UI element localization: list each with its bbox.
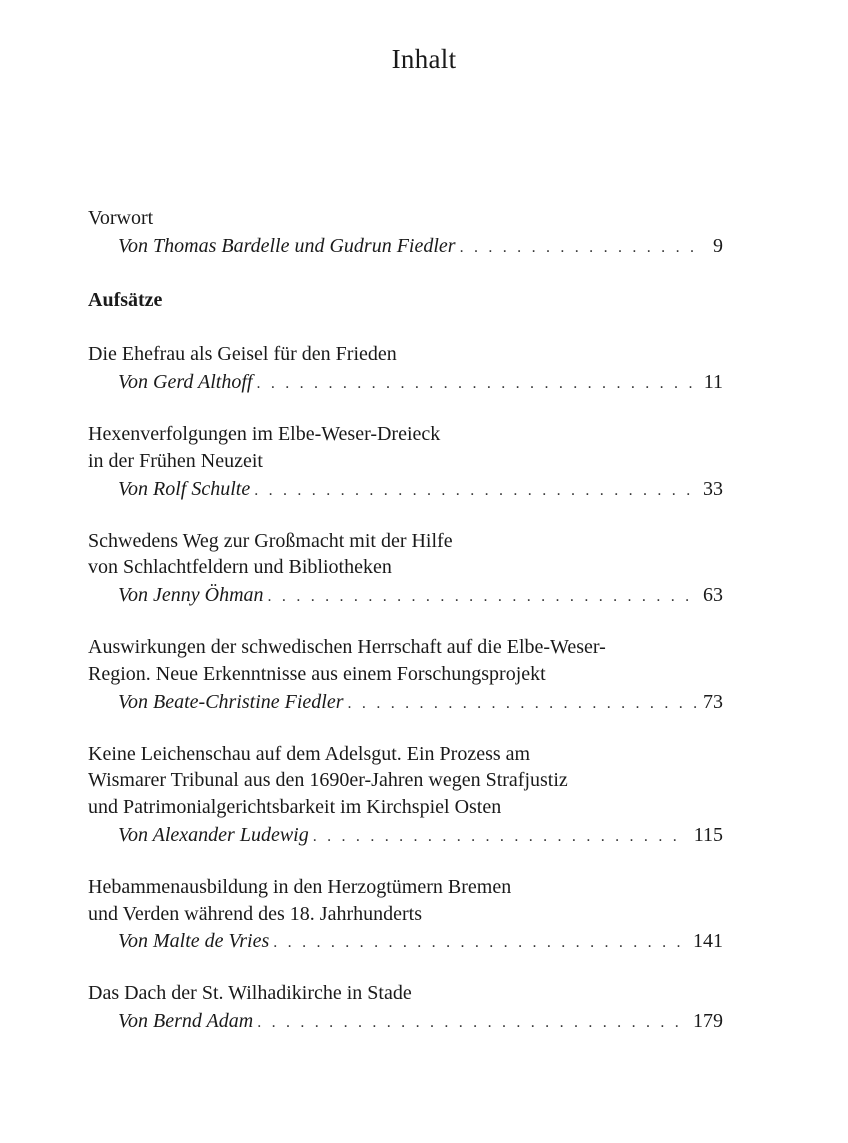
- toc-entry-author: Von Malte de Vries: [118, 930, 270, 952]
- toc-entry-page-number: 63: [703, 584, 723, 606]
- toc-entry-page-number: 9: [713, 235, 723, 257]
- toc-entry-title: Vorwort: [88, 207, 154, 229]
- toc-entry-title: Auswirkungen der schwedischen Herrschaft auf die Elbe-Weser-: [88, 636, 606, 658]
- dot-leader: [254, 478, 697, 504]
- toc-entry-page-number: 33: [703, 478, 723, 500]
- toc-entry-page-number: 179: [693, 1010, 723, 1032]
- dot-leader: [273, 930, 687, 956]
- toc-entry-author-line: [118, 689, 723, 717]
- toc-entry-page-number: 141: [693, 930, 723, 952]
- toc-entry-title: Keine Leichenschau auf dem Adelsgut. Ein Prozess am: [88, 743, 531, 765]
- toc-entry-author: Von Rolf Schulte: [118, 478, 251, 500]
- toc-entry-author: Von Alexander Ludewig: [118, 824, 309, 846]
- toc-entry-title: Hebammenausbildung in den Herzogtümern Bremen: [88, 876, 512, 898]
- toc-entry-author-line: [118, 233, 723, 261]
- dot-leader: [257, 1010, 687, 1036]
- toc-entry-page-number: 73: [703, 691, 723, 713]
- toc-entry-author: Von Beate-Christine Fiedler: [118, 691, 344, 713]
- dot-leader: [256, 371, 697, 397]
- toc-entry-author-line: [118, 582, 723, 610]
- toc-entry-title: von Schlachtfeldern und Bibliotheken: [88, 556, 392, 578]
- toc-entry-author-line: [118, 369, 723, 397]
- section-heading: Aufsätze: [88, 289, 163, 311]
- toc-entry-title: Wismarer Tribunal aus den 1690er-Jahren wegen Strafjustiz: [88, 769, 568, 791]
- toc-entry-title: Region. Neue Erkenntnisse aus einem Forschungsprojekt: [88, 663, 546, 685]
- dot-leader: [268, 584, 697, 610]
- toc-entry-title: Schwedens Weg zur Großmacht mit der Hilfe: [88, 530, 453, 552]
- toc-entry-title: und Patrimonialgerichtsbarkeit im Kirchspiel Osten: [88, 796, 502, 818]
- toc-entry-author: Von Gerd Althoff: [118, 371, 253, 393]
- toc-entry-title: Hexenverfolgungen im Elbe-Weser-Dreieck: [88, 423, 441, 445]
- toc-entry-page-number: 11: [703, 371, 723, 393]
- toc-entry-author-line: [118, 928, 723, 956]
- toc-entry-author-line: [118, 822, 723, 850]
- toc-entry-author: Von Jenny Öhman: [118, 584, 264, 606]
- toc-entry-title: in der Frühen Neuzeit: [88, 450, 263, 472]
- dot-leader: [460, 235, 697, 261]
- dot-leader: [348, 691, 697, 717]
- toc-entry-page-number: 115: [693, 824, 723, 846]
- page-title: Inhalt: [391, 44, 457, 74]
- toc-entry-title: Die Ehefrau als Geisel für den Frieden: [88, 343, 397, 365]
- dot-leader: [313, 824, 688, 850]
- toc-entry-author-line: [118, 476, 723, 504]
- toc-entry-author-line: [118, 1008, 723, 1036]
- toc-entry-title: Das Dach der St. Wilhadikirche in Stade: [88, 982, 412, 1004]
- toc-entry-author: Von Thomas Bardelle und Gudrun Fiedler: [118, 235, 456, 257]
- toc-entry-title: und Verden während des 18. Jahrhunderts: [88, 903, 422, 925]
- toc-entry-author: Von Bernd Adam: [118, 1010, 254, 1032]
